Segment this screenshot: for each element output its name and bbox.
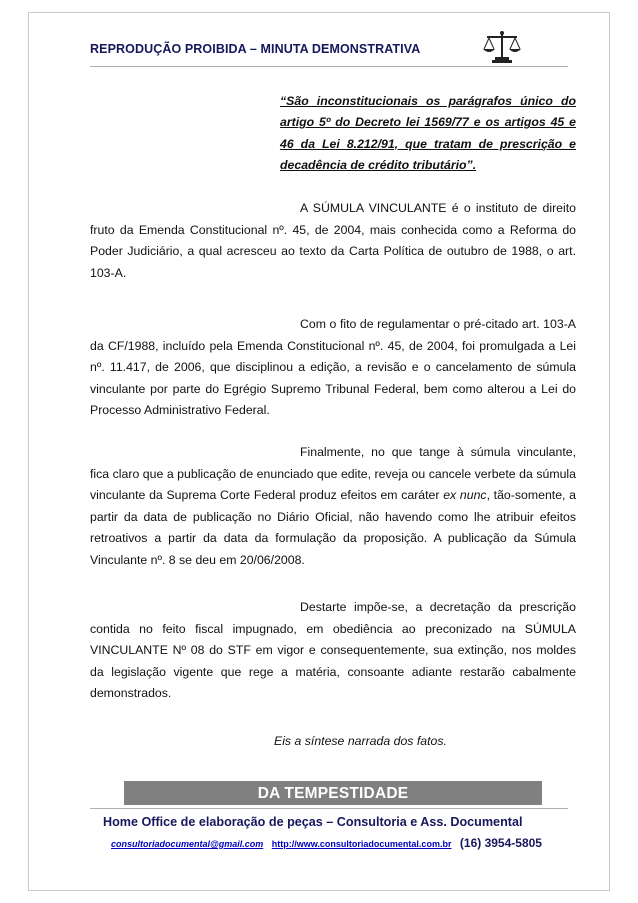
- paragraph-3-text-a: Finalmente, no que tange à súmula vinculante, fica claro que a publicação de enunciado que edite, reveja ou cancele verbete da súmula vinculante da Suprema Corte Federal produz efeitos em caráter: [90, 445, 576, 503]
- footer-contact: [111, 834, 542, 852]
- paragraph-1-text: A SÚMULA VINCULANTE é o instituto de direito fruto da Emenda Constitucional nº. 45, de 2004, mais conhecida como a Reforma do Poder Judiciário, a qual acresceu ao texto da Carta Política de outubro de 1988, o art. 103-A.: [90, 201, 576, 280]
- header-title: REPRODUÇÃO PROIBIDA – MINUTA DEMONSTRATIVA: [90, 42, 421, 56]
- header-divider: [90, 66, 568, 67]
- footer-website-link[interactable]: http://www.consultoriadocumental.com.br: [271, 839, 452, 849]
- scales-of-justice-icon: [482, 30, 522, 64]
- footer-email-link[interactable]: consultoriadocumental@gmail.com: [111, 839, 264, 849]
- paragraph-3-latin-term: ex nunc: [443, 488, 487, 503]
- footer-phone: (16) 3954-5805: [459, 836, 542, 850]
- paragraph-3: [90, 442, 576, 572]
- synthesis-line: Eis a síntese narrada dos fatos.: [274, 734, 447, 748]
- paragraph-4: [90, 597, 576, 705]
- footer-divider: [90, 808, 568, 809]
- section-heading: DA TEMPESTIDADE: [124, 781, 542, 805]
- paragraph-2-text: Com o fito de regulamentar o pré-citado art. 103-A da CF/1988, incluído pela Emenda Constitucional nº. 45, de 2004, foi promulgada a Lei nº. 11.417, de 2006, que disciplinou a edição, a revisão e o cancelamento de súmula vinculante por parte do Egrégio Supremo Tribunal Federal, bem como alterou a Lei do Processo Administrativo Federal.: [90, 317, 576, 418]
- epigraph-quote: “São inconstitucionais os parágrafos único do artigo 5º do Decreto lei 1569/77 e os artigos 45 e 46 da Lei 8.212/91, que tratam de prescrição e decadência de crédito tributário”.: [280, 94, 576, 172]
- paragraph-3-text-b: , tão-somente, a partir da data de publicação no Diário Oficial, não havendo como lhe atribuir efeitos retroativos a partir da data da formulação da proposição. A publicação da Súmula Vinculante nº. 8 se deu em 20/06/2008.: [90, 488, 576, 567]
- footer-title: Home Office de elaboração de peças – Consultoria e Ass. Documental: [103, 815, 523, 829]
- paragraph-2: [90, 314, 576, 422]
- paragraph-1: [90, 198, 576, 284]
- paragraph-4-text: Destarte impõe-se, a decretação da prescrição contida no feito fiscal impugnado, em obediência ao preconizado na SÚMULA VINCULANTE Nº 08 do STF em vigor e consequentemente, sua extinção, nos moldes da legislação vigente que rege a matéria, consoante adiante restarão cabalmente demonstrados.: [90, 600, 576, 701]
